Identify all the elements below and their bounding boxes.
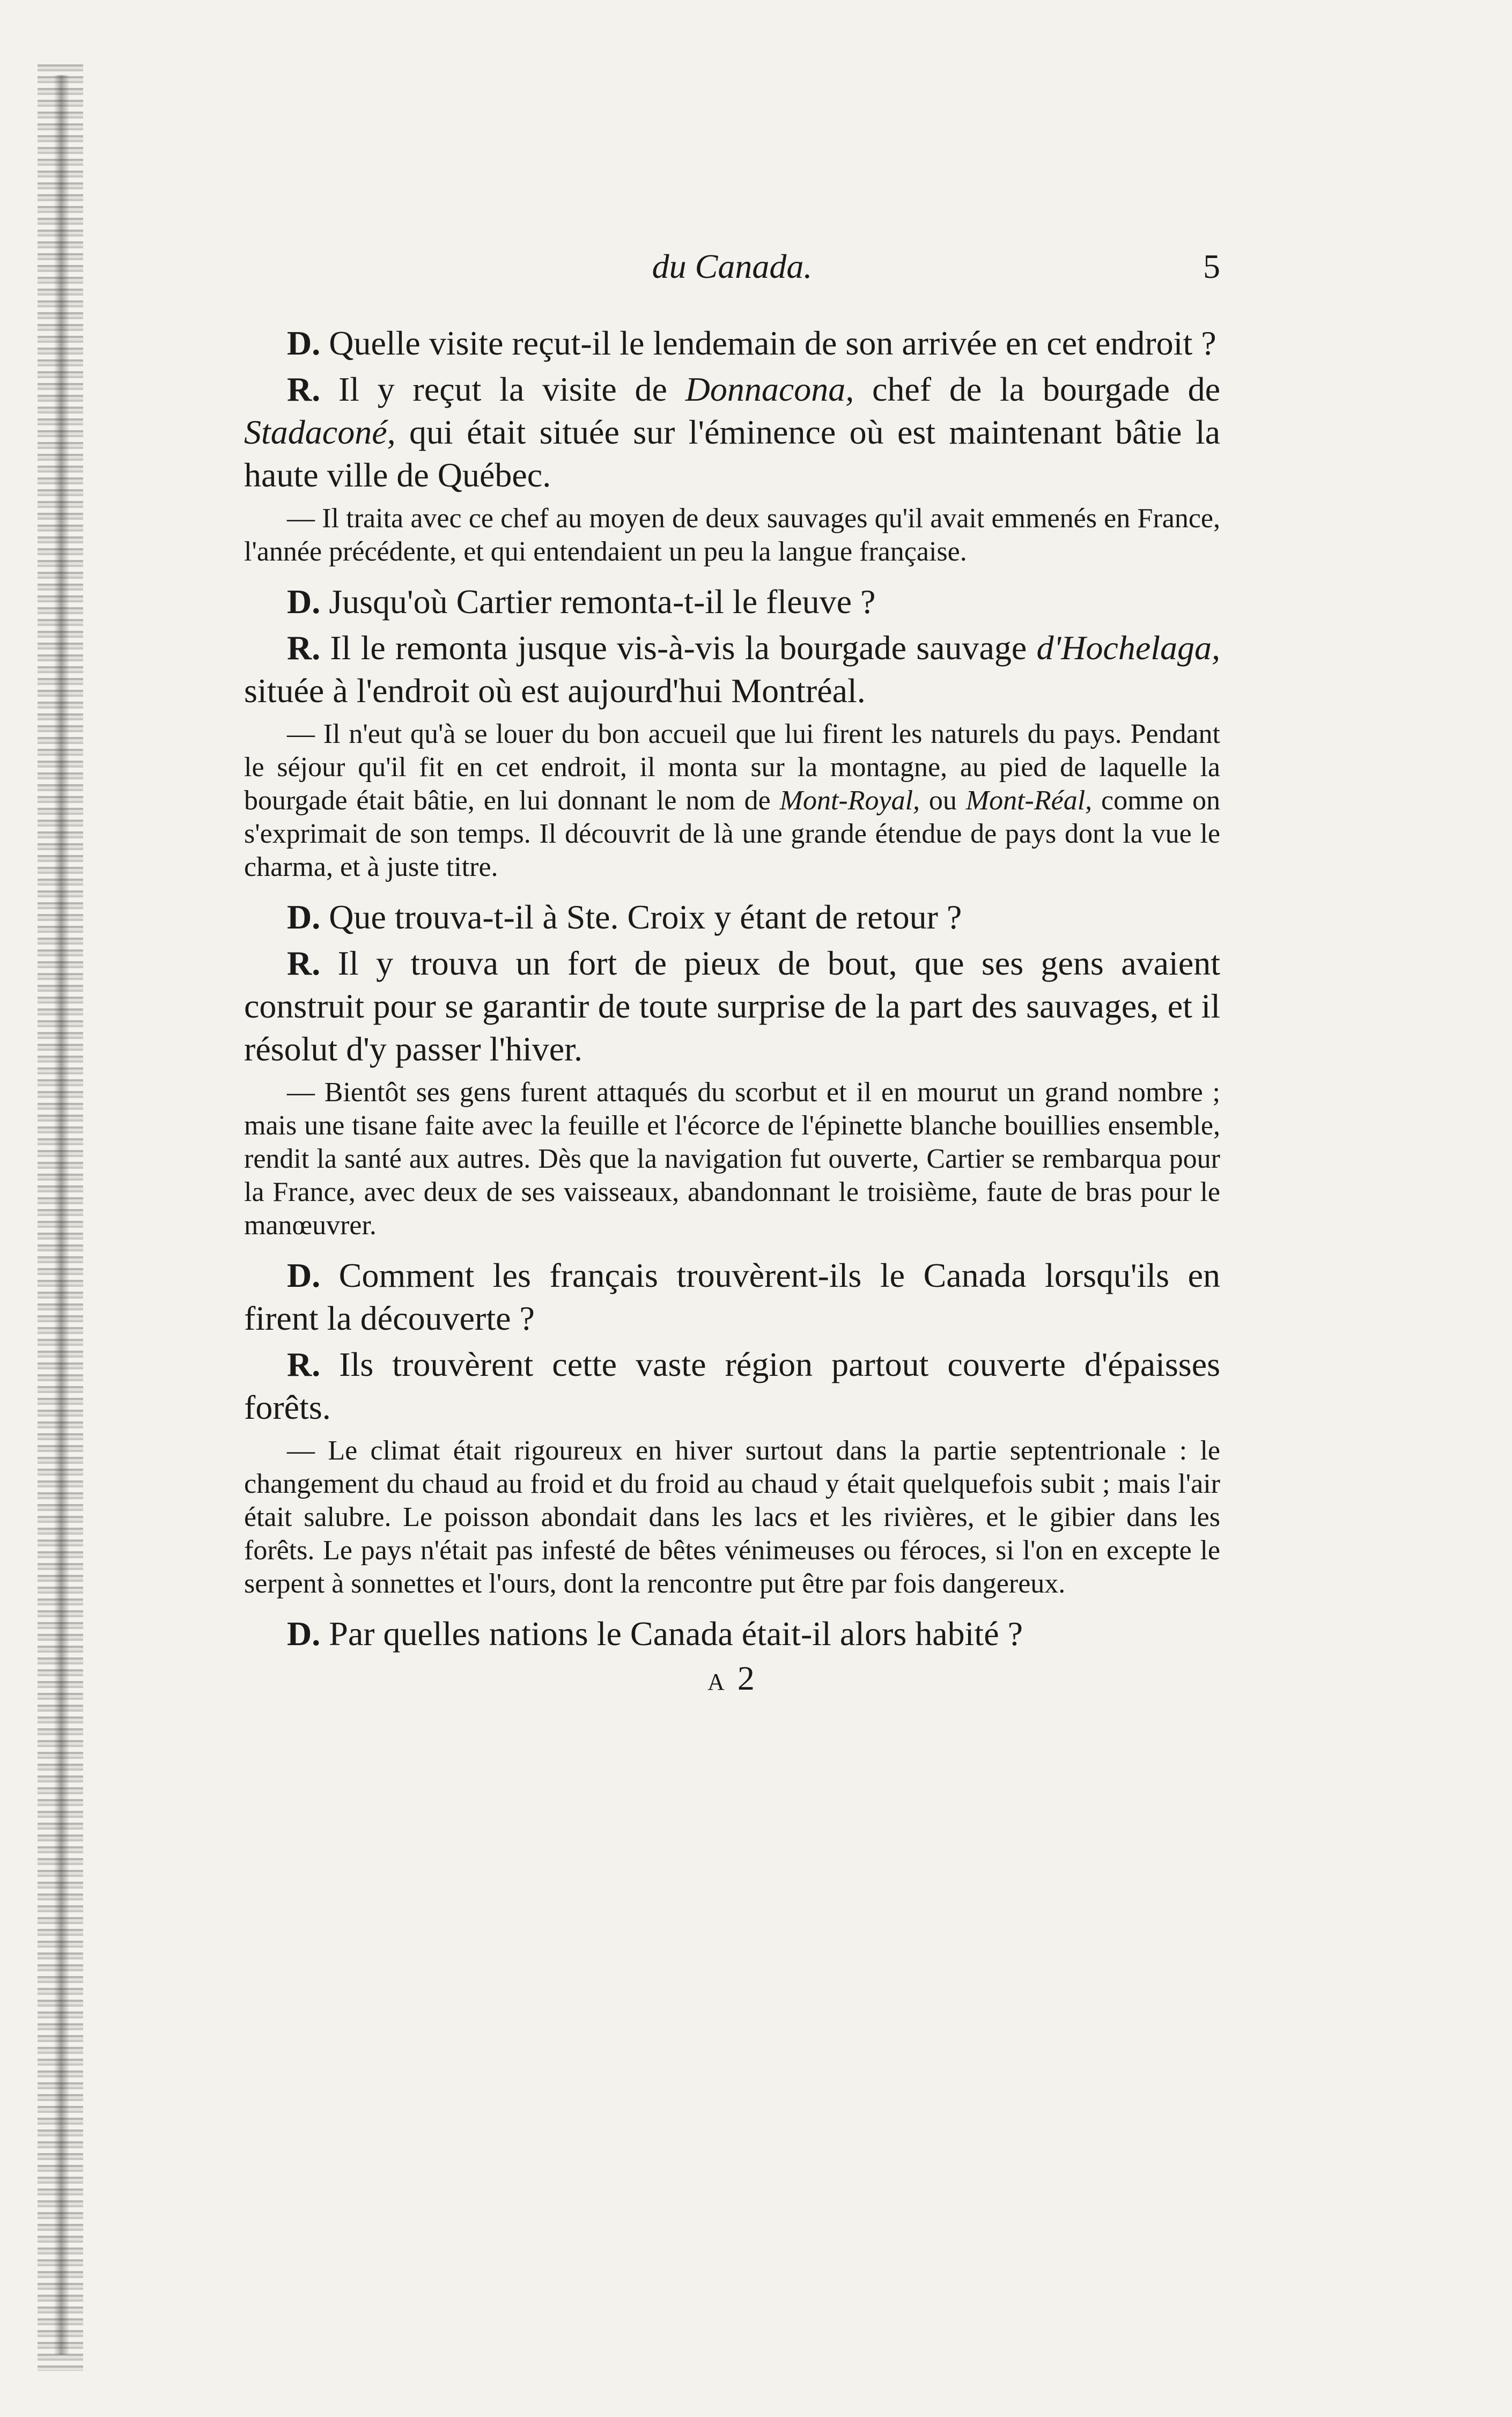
binding-shadow [54,75,69,2355]
question-3 [244,896,1220,939]
answer-text: Il y trouva un fort de pieux de bout, que ses gens avaient construit pour se garantir de toute surprise de la part des sauvages, et il résolut d'y passer l'hiver. [244,944,1220,1068]
answer-label: R. [287,629,321,667]
question-label: D. [287,1256,321,1294]
note-text: — Il n'eut qu'à se louer du bon accueil que lui firent les naturels du pays. Pendant le séjour qu'il fit en cet endroit, il monta sur la montagne, au pied de laquelle la bourgade était bâtie, en lui donnant le nom de [244,719,1220,816]
answer-3 [244,942,1220,1071]
answer-text: Il le remonta jusque vis-à-vis la bourgade sauvage [330,629,1037,667]
italic-name: Mont-Réal, [965,785,1093,816]
italic-name: d'Hochelaga, [1036,629,1221,667]
question-2 [244,580,1220,623]
answer-text: chef de la bourgade de [854,370,1220,408]
question-5 [244,1612,1220,1655]
question-text: Comment les français trouvèrent-ils le Canada lorsqu'ils en firent la découverte ? [244,1256,1221,1337]
note-text: ou [920,785,966,816]
note-2 [244,718,1220,884]
question-text: Par quelles nations le Canada était-il alors habité ? [329,1615,1023,1653]
answer-text: qui était située sur l'éminence où est maintenant bâtie la haute ville de Québec. [244,413,1220,494]
answer-text: Il y reçut la visite de [338,370,685,408]
signature-mark [244,1659,1220,1698]
question-label: D. [287,898,321,936]
answer-4 [244,1343,1220,1429]
question-label: D. [287,583,321,621]
answer-label: R. [287,944,321,982]
answer-text: Ils trouvèrent cette vaste région partout couverte d'épaisses forêts. [244,1345,1221,1426]
answer-2 [244,627,1220,712]
question-text: Jusqu'où Cartier remonta-t-il le fleuve ? [329,583,876,621]
question-text: Que trouva-t-il à Ste. Croix y étant de retour ? [329,898,962,936]
italic-name: Mont-Royal, [779,785,920,816]
question-label: D. [287,324,321,362]
note-1: — Il traita avec ce chef au moyen de deux sauvages qu'il avait emmenés en France, l'année précédente, et qui entendaient un peu la langue française. [244,503,1220,567]
running-title: du Canada. [652,247,813,285]
italic-name: Stadaconé, [244,413,396,451]
answer-text: située à l'endroit où est aujourd'hui Montréal. [244,672,866,710]
note-4: — Le climat était rigoureux en hiver surtout dans la partie septentrionale : le changement du chaud au froid et du froid au chaud y était quelquefois subit ; mais l'air était salubre. Le poisson abondait dans les lacs et les rivières, et le gibier dans les forêts. Le pays n'était pas infesté de bêtes vénimeuses ou féroces, si l'on en excepte le serpent à sonnettes et l'ours, dont la rencontre put être par fois dangereux. [244,1435,1220,1599]
signature-number: 2 [737,1659,757,1697]
question-1 [244,322,1220,365]
italic-name: Donnacona, [685,370,854,408]
answer-1 [244,368,1220,497]
signature-letter: A [707,1669,727,1695]
note-text: comme on s'exprimait de son temps. Il découvrit de là une grande étendue de pays dont la vue le charma, et à juste titre. [244,785,1221,882]
question-text: Quelle visite reçut-il le lendemain de son arrivée en cet endroit ? [329,324,1216,362]
note-3: — Bientôt ses gens furent attaqués du scorbut et il en mourut un grand nombre ; mais une tisane faite avec la feuille et l'écorce de l'épinette blanche bouillies ensemble, rendit la santé aux autres. Dès que la navigation fut ouverte, Cartier se rembarqua pour la France, avec deux de ses vaisseaux, abandonnant le troisième, faute de bras pour le manœuvrer. [244,1077,1220,1241]
question-label: D. [287,1615,321,1653]
page-body [244,322,1220,1698]
question-4 [244,1254,1220,1340]
page-header [244,247,1220,295]
answer-label: R. [287,1345,321,1383]
page-number: 5 [1203,247,1220,285]
answer-label: R. [287,370,321,408]
